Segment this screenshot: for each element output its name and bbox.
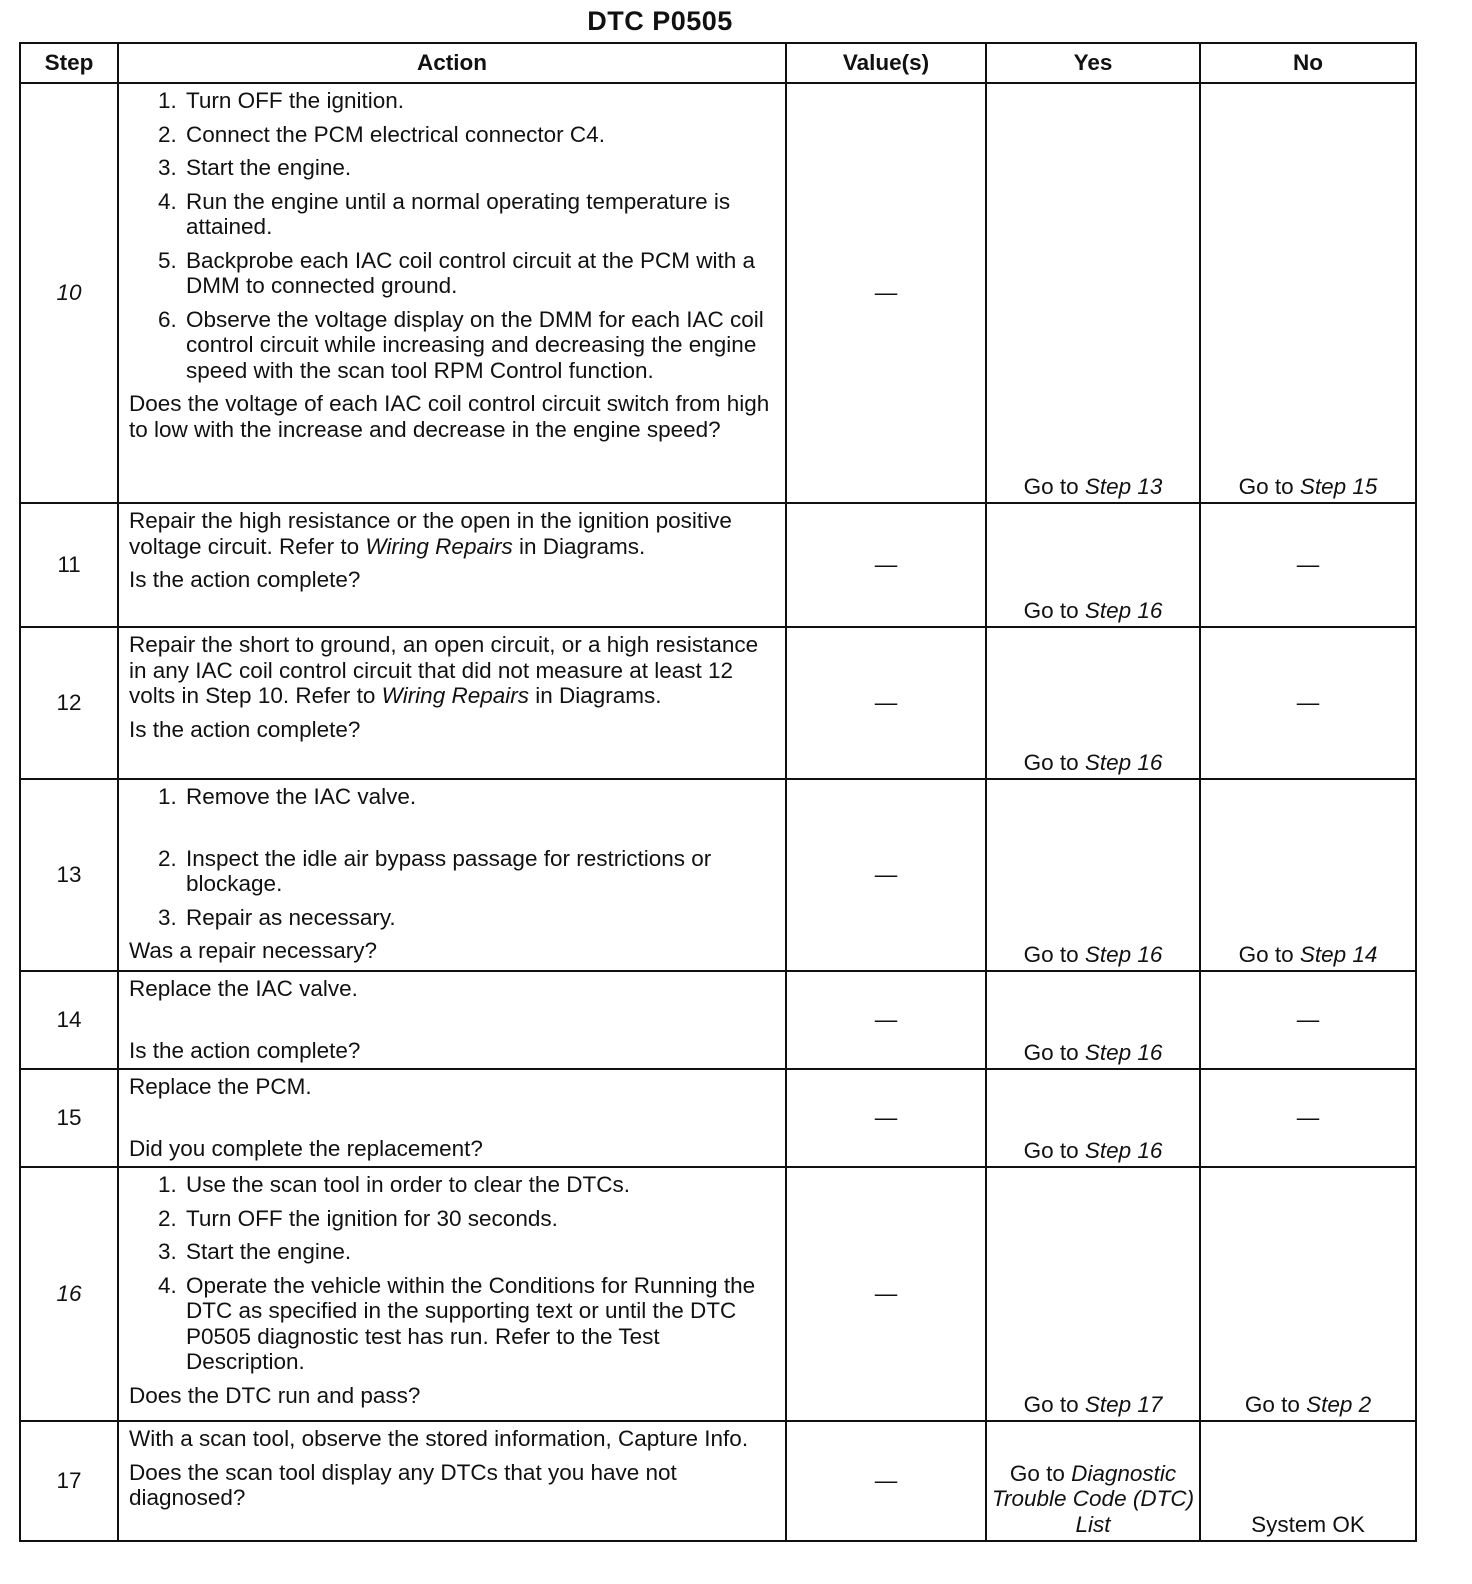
action-cell: [118, 83, 786, 503]
table-row-step-17: [20, 1421, 1416, 1541]
yes-step-link[interactable]: Step 16: [1084, 1137, 1163, 1163]
yes-cell: [986, 779, 1200, 971]
table-row-step-14: [20, 971, 1416, 1069]
table-row-step-10: [20, 83, 1416, 503]
action-text-a: Repair the short to ground, an open circuit, or a high resistance in any IAC coil control circuit that did not measure at least 12 volts in Step 10. Refer to: [129, 632, 759, 708]
action-text: [129, 632, 775, 709]
no-cell: [1200, 779, 1416, 971]
value-cell: —: [786, 971, 986, 1069]
action-question: Was a repair necessary?: [129, 938, 378, 963]
yes-prefix: Go to: [1009, 1460, 1065, 1486]
no-cell: —: [1200, 1069, 1416, 1167]
action-step: 1. Remove the IAC valve.: [183, 784, 775, 810]
action-step: 6. Observe the voltage display on the DMM for each IAC coil control circuit while increasing and decreasing the engine speed with the scan tool RPM Control function.: [183, 307, 775, 384]
step-number: 16: [20, 1167, 118, 1421]
action-question: Does the DTC run and pass?: [129, 1382, 421, 1408]
step-number: 13: [20, 779, 118, 971]
no-cell: —: [1200, 503, 1416, 627]
yes-prefix: Go to: [1023, 749, 1079, 775]
table-row-step-15: [20, 1069, 1416, 1167]
header-row: [20, 43, 1416, 83]
yes-step-link[interactable]: Step 13: [1084, 473, 1163, 499]
action-question: Did you complete the replacement?: [129, 1135, 483, 1161]
table-row-step-12: [20, 627, 1416, 779]
action-text: With a scan tool, observe the stored information, Capture Info.: [129, 1426, 749, 1451]
yes-step-link[interactable]: Step 16: [1084, 749, 1163, 775]
header-no: No: [1200, 43, 1416, 83]
yes-step-link[interactable]: Step 16: [1084, 1039, 1163, 1065]
value-cell: —: [786, 627, 986, 779]
yes-prefix: Go to: [1023, 1039, 1079, 1065]
yes-prefix: Go to: [1023, 941, 1079, 967]
yes-cell: [986, 1421, 1200, 1541]
yes-step-link[interactable]: Step 16: [1084, 597, 1163, 623]
value-cell: —: [786, 779, 986, 971]
action-cell: [118, 1421, 786, 1541]
action-step: 2. Connect the PCM electrical connector C4.: [183, 122, 775, 148]
value-cell: —: [786, 1421, 986, 1541]
action-cell: [118, 1069, 786, 1167]
yes-step-link[interactable]: Step 16: [1084, 941, 1163, 967]
step-number: 12: [20, 627, 118, 779]
no-step-link[interactable]: Step 2: [1306, 1391, 1372, 1417]
diagnostic-table: [19, 42, 1417, 1542]
table-row-step-16: [20, 1167, 1416, 1421]
step-number: 15: [20, 1069, 118, 1167]
table-row-step-13: [20, 779, 1416, 971]
no-cell: [1200, 1167, 1416, 1421]
action-step: 3. Repair as necessary.: [183, 905, 775, 931]
action-text-a: Repair the high resistance or the open in the ignition positive voltage circuit. Refer to: [129, 508, 732, 559]
yes-prefix: Go to: [1023, 473, 1079, 499]
action-step: 2. Turn OFF the ignition for 30 seconds.: [183, 1206, 775, 1232]
value-cell: —: [786, 83, 986, 503]
header-values: Value(s): [786, 43, 986, 83]
yes-cell: [986, 83, 1200, 503]
step-number: 11: [20, 503, 118, 627]
no-cell: [1200, 83, 1416, 503]
action-question: Does the voltage of each IAC coil control circuit switch from high to low with the increase and decrease in the engine speed?: [129, 391, 770, 442]
wiring-repairs-ref[interactable]: Wiring Repairs: [365, 533, 513, 559]
action-step: 3. Start the engine.: [183, 155, 775, 181]
step-number: 17: [20, 1421, 118, 1541]
action-step: 1. Turn OFF the ignition.: [183, 88, 775, 114]
action-cell: [118, 971, 786, 1069]
action-cell: [118, 779, 786, 971]
action-question: Is the action complete?: [129, 567, 361, 592]
yes-cell: [986, 971, 1200, 1069]
no-cell: System OK: [1200, 1421, 1416, 1541]
action-steps: [129, 784, 775, 930]
action-text-b: in Diagrams.: [535, 683, 662, 708]
value-cell: —: [786, 503, 986, 627]
no-step-link[interactable]: Step 15: [1299, 473, 1378, 499]
header-step: Step: [20, 43, 118, 83]
action-steps: [129, 1172, 775, 1375]
action-step: 4. Run the engine until a normal operating temperature is attained.: [183, 189, 775, 240]
yes-cell: [986, 1167, 1200, 1421]
action-question: Is the action complete?: [129, 1037, 361, 1063]
no-step-link[interactable]: Step 14: [1299, 941, 1378, 967]
action-cell: [118, 503, 786, 627]
action-step: 4. Operate the vehicle within the Conditions for Running the DTC as specified in the supporting text or until the DTC P0505 diagnostic test has run. Refer to the Test Description.: [183, 1273, 775, 1375]
yes-prefix: Go to: [1023, 1391, 1079, 1417]
dtc-list-link[interactable]: Diagnostic Trouble Code (DTC) List: [991, 1460, 1195, 1537]
action-step: 5. Backprobe each IAC coil control circuit at the PCM with a DMM to connected ground.: [183, 248, 775, 299]
action-text: Replace the IAC valve.: [129, 976, 358, 1001]
no-cell: —: [1200, 971, 1416, 1069]
action-cell: [118, 627, 786, 779]
yes-cell: [986, 1069, 1200, 1167]
header-yes: Yes: [986, 43, 1200, 83]
action-step: 2. Inspect the idle air bypass passage for restrictions or blockage.: [183, 846, 775, 897]
header-action: Action: [118, 43, 786, 83]
no-prefix: Go to: [1244, 1391, 1300, 1417]
wiring-repairs-ref[interactable]: Wiring Repairs: [381, 683, 529, 708]
yes-prefix: Go to: [1023, 597, 1079, 623]
no-prefix: Go to: [1238, 473, 1294, 499]
action-text: [129, 508, 775, 559]
page-title: DTC P0505: [587, 6, 733, 36]
action-text: Replace the PCM.: [129, 1074, 312, 1099]
action-step: 1. Use the scan tool in order to clear the DTCs.: [183, 1172, 775, 1198]
no-cell: —: [1200, 627, 1416, 779]
step-number: 10: [20, 83, 118, 503]
yes-cell: [986, 627, 1200, 779]
action-step: 3. Start the engine.: [183, 1239, 775, 1265]
yes-prefix: Go to: [1023, 1137, 1079, 1163]
action-cell: [118, 1167, 786, 1421]
action-text-b: in Diagrams.: [518, 533, 646, 559]
action-question: Does the scan tool display any DTCs that you have not diagnosed?: [129, 1459, 677, 1510]
table-row-step-11: [20, 503, 1416, 627]
action-steps: [129, 88, 775, 383]
yes-step-link[interactable]: Step 17: [1084, 1391, 1163, 1417]
yes-cell: [986, 503, 1200, 627]
value-cell: —: [786, 1069, 986, 1167]
step-number: 14: [20, 971, 118, 1069]
action-question: Is the action complete?: [129, 716, 361, 742]
no-prefix: Go to: [1238, 941, 1294, 967]
value-cell: —: [786, 1167, 986, 1421]
